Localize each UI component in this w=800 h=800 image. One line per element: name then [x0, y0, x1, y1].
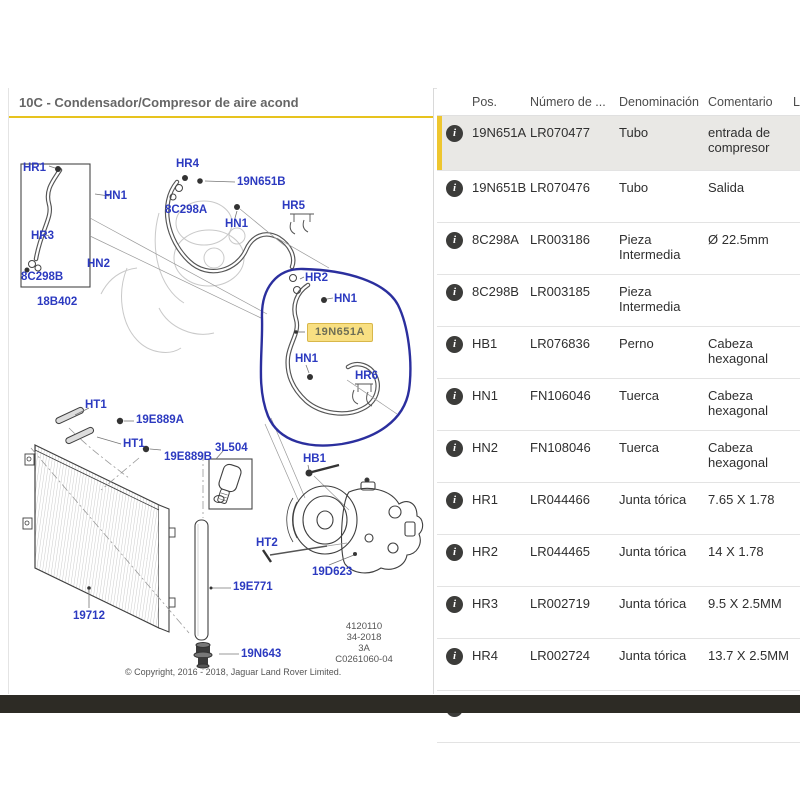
- diagram-label[interactable]: 19712: [73, 610, 105, 622]
- cell-denomination: Tuerca: [619, 440, 659, 455]
- cell-pos: 19N651A: [472, 125, 527, 140]
- cell-pos: 8C298A: [472, 232, 519, 247]
- diagram-label[interactable]: 3L504: [215, 442, 248, 454]
- inset-box-18B402: [21, 164, 90, 287]
- cell-part-number: FN106046: [530, 388, 591, 403]
- cell-denomination: Tuerca: [619, 388, 659, 403]
- info-icon[interactable]: i: [446, 544, 463, 561]
- stamp-line: 3A: [358, 643, 370, 654]
- diagram-label[interactable]: 8C298B: [21, 271, 64, 283]
- diagram-label[interactable]: HR6: [355, 370, 379, 382]
- diagram-label[interactable]: HN1: [334, 293, 358, 305]
- copyright-text: © Copyright, 2016 - 2018, Jaguar Land Rover Limited.: [125, 667, 342, 677]
- diagram-label[interactable]: HN1: [104, 190, 128, 202]
- info-icon[interactable]: i: [446, 440, 463, 457]
- cell-part-number: LR044465: [530, 544, 590, 559]
- diagram-label-highlighted[interactable]: 19N651A: [307, 323, 373, 342]
- table-row[interactable]: [437, 275, 800, 327]
- column-l-truncated[interactable]: L: [793, 95, 800, 109]
- cell-comment: 9.5 X 2.5MM: [708, 596, 782, 611]
- cell-pos: HR2: [472, 544, 499, 559]
- diagram-label[interactable]: 8C298A: [165, 204, 208, 216]
- cell-part-number: LR002719: [530, 596, 590, 611]
- cell-pos: HN1: [472, 388, 499, 403]
- info-icon[interactable]: i: [446, 596, 463, 613]
- cell-denomination: Junta tórica: [619, 596, 687, 611]
- stamp-line: 4120110: [345, 621, 383, 632]
- cell-part-number: FN108046: [530, 440, 591, 455]
- cell-comment: Ø 22.5mm: [708, 232, 769, 247]
- stamp-line: C0261060-04: [335, 654, 393, 665]
- diagram-label[interactable]: HR4: [176, 158, 200, 170]
- cell-pos: 19N651B: [472, 180, 527, 195]
- cell-pos: 8C298B: [472, 284, 519, 299]
- diagram-label[interactable]: HT1: [123, 438, 145, 450]
- table-row[interactable]: [437, 639, 800, 691]
- column-comment[interactable]: Comentario: [708, 95, 773, 109]
- diagram-label[interactable]: HN1: [295, 353, 319, 365]
- cell-denomination: Junta tórica: [619, 544, 687, 559]
- cell-denomination: Junta tórica: [619, 648, 687, 663]
- cell-comment: Cabeza hexagonal: [708, 440, 768, 470]
- cell-part-number: LR044466: [530, 492, 590, 507]
- table-row[interactable]: [437, 535, 800, 587]
- drawing-stamp: [319, 621, 409, 665]
- diagram-label[interactable]: HN1: [225, 218, 249, 230]
- cell-part-number: LR002724: [530, 648, 590, 663]
- hose-18B402: [25, 166, 110, 273]
- table-row[interactable]: [437, 223, 800, 275]
- cell-part-number: LR003185: [530, 284, 590, 299]
- cell-pos: HN2: [472, 440, 499, 455]
- hose-19N651B: [167, 175, 329, 271]
- valve-19N643: [194, 643, 239, 669]
- cell-comment: 14 X 1.78: [708, 544, 764, 559]
- cell-denomination: Pieza Intermedia: [619, 284, 681, 314]
- diagram-label[interactable]: 19E771: [233, 581, 273, 593]
- diagram-label[interactable]: 19E889A: [136, 414, 184, 426]
- cell-pos: HR1: [472, 492, 499, 507]
- table-row[interactable]: [437, 483, 800, 535]
- column-part-number[interactable]: Número de ...: [530, 95, 606, 109]
- cell-pos: HB1: [472, 336, 498, 351]
- info-icon[interactable]: i: [446, 336, 463, 353]
- diagram-label[interactable]: 19D623: [312, 566, 353, 578]
- cell-part-number: LR070476: [530, 180, 590, 195]
- cell-comment: Cabeza hexagonal: [708, 336, 768, 366]
- cell-comment: 7.65 X 1.78: [708, 492, 775, 507]
- cell-denomination: Tubo: [619, 180, 649, 195]
- table-header: [437, 88, 800, 116]
- cell-denomination: Junta tórica: [619, 492, 687, 507]
- info-icon[interactable]: i: [446, 648, 463, 665]
- diagram-label[interactable]: HT1: [85, 399, 107, 411]
- diagram-label[interactable]: HT2: [256, 537, 278, 549]
- cell-pos: HR3: [472, 596, 499, 611]
- faint-compressor-sketch: [101, 201, 245, 352]
- diagram-label[interactable]: HR3: [31, 230, 55, 242]
- info-icon[interactable]: i: [446, 125, 463, 142]
- diagram-label[interactable]: HB1: [303, 453, 327, 465]
- table-row[interactable]: [437, 327, 800, 379]
- cell-comment: Salida: [708, 180, 745, 195]
- parts-diagram[interactable]: [9, 118, 433, 693]
- diagram-label[interactable]: HN2: [87, 258, 111, 270]
- cell-part-number: LR076836: [530, 336, 590, 351]
- info-icon[interactable]: i: [446, 232, 463, 249]
- condenser-19712: [23, 445, 175, 632]
- diagram-label[interactable]: 19N651B: [237, 176, 286, 188]
- stamp-line: 34-2018: [346, 632, 382, 643]
- bottom-dark-bar: [0, 695, 800, 713]
- compressor-19D623: [287, 478, 423, 573]
- page-title: 10C - Condensador/Compresor de aire acond: [19, 95, 299, 110]
- diagram-label[interactable]: HR2: [305, 272, 329, 284]
- cell-part-number: LR070477: [530, 125, 590, 140]
- table-row[interactable]: [437, 587, 800, 639]
- cell-denomination: Pieza Intermedia: [619, 232, 681, 262]
- cell-denomination: Perno: [619, 336, 654, 351]
- drier-19E771: [195, 520, 231, 640]
- cell-comment: Cabeza hexagonal: [708, 388, 768, 418]
- cell-pos: HR4: [472, 648, 499, 663]
- bolt-HB1: [306, 465, 350, 510]
- diagram-line-art: [9, 118, 433, 693]
- diagram-panel: [8, 88, 434, 694]
- diagram-label[interactable]: HR1: [23, 162, 47, 174]
- cell-denomination: Tubo: [619, 125, 649, 140]
- table-body: [437, 116, 800, 743]
- info-icon[interactable]: i: [446, 492, 463, 509]
- panel-divider: [433, 88, 434, 694]
- info-icon[interactable]: i: [446, 388, 463, 405]
- diagram-label[interactable]: 19N643: [241, 648, 282, 660]
- parts-table-panel: [437, 88, 800, 695]
- table-row[interactable]: [437, 431, 800, 483]
- diagram-label[interactable]: 19E889B: [164, 451, 212, 463]
- valve-3L504: [209, 451, 252, 509]
- cell-comment: 13.7 X 2.5MM: [708, 648, 789, 663]
- table-row[interactable]: [437, 379, 800, 431]
- column-pos[interactable]: Pos.: [472, 95, 498, 109]
- table-row[interactable]: [437, 171, 800, 223]
- info-icon[interactable]: i: [446, 180, 463, 197]
- cell-comment: entrada de compresor: [708, 125, 771, 155]
- diagram-label[interactable]: 18B402: [37, 296, 78, 308]
- column-denomination[interactable]: Denominación: [619, 95, 699, 109]
- info-icon[interactable]: i: [446, 284, 463, 301]
- table-row[interactable]: [437, 116, 800, 171]
- diagram-label[interactable]: HR5: [282, 200, 306, 212]
- cell-part-number: LR003186: [530, 232, 590, 247]
